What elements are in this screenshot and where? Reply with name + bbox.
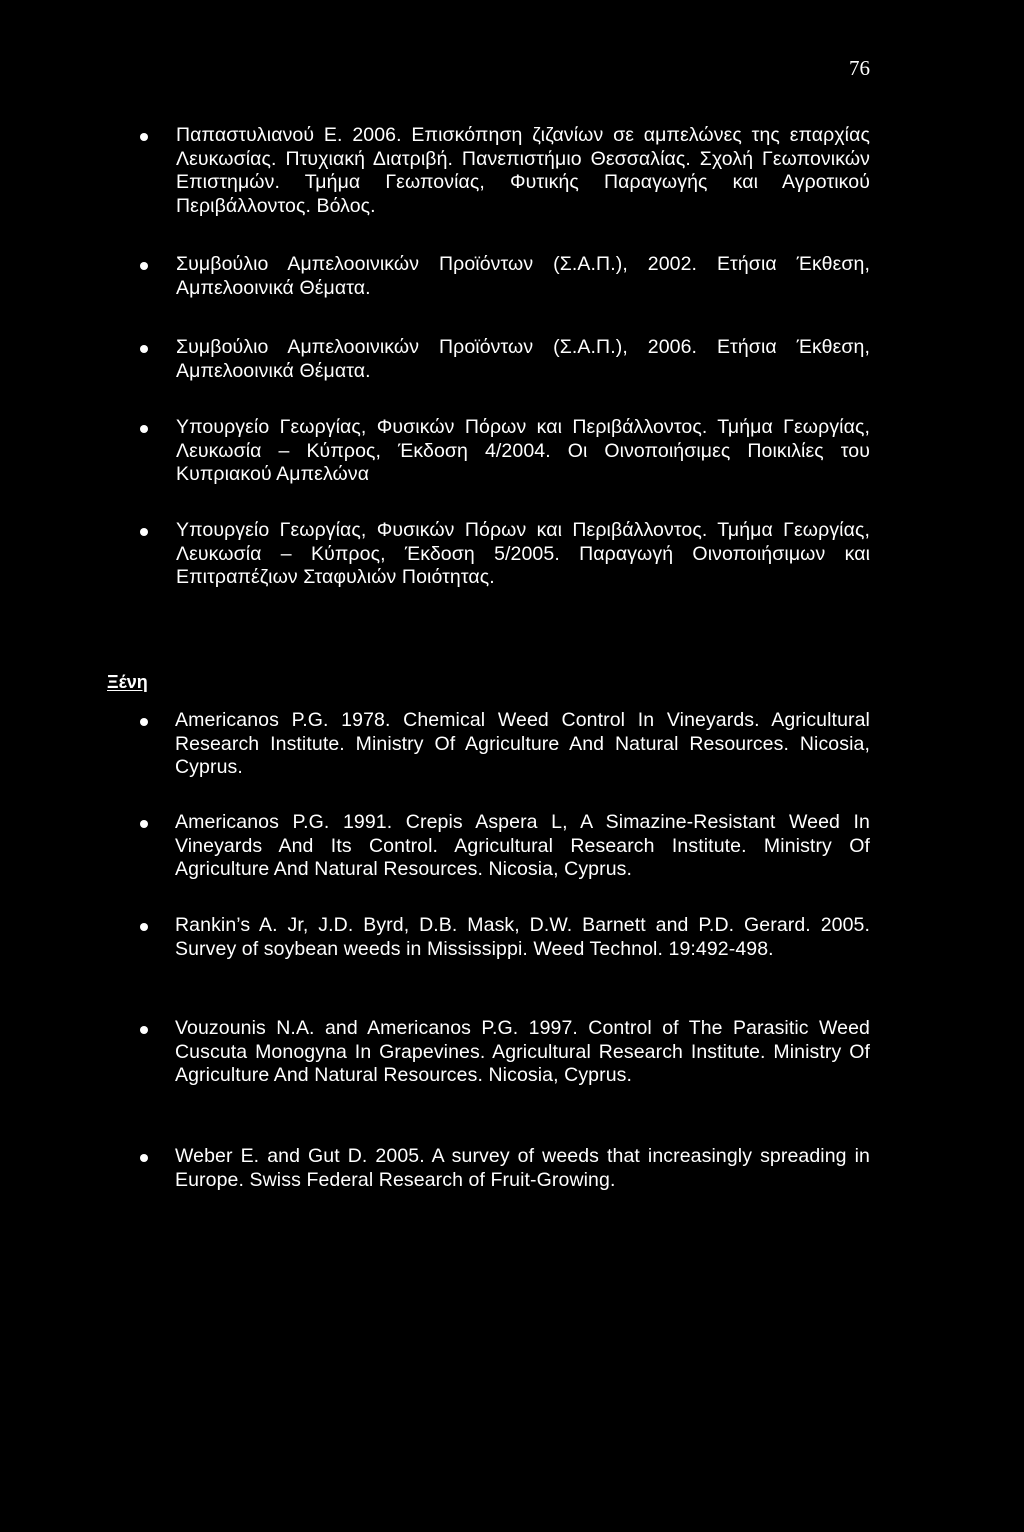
reference-item [0, 519, 1024, 590]
bullet-icon [140, 1026, 148, 1034]
bullet-icon [140, 528, 148, 536]
reference-text: Συμβούλιο Αμπελοοινικών Προϊόντων (Σ.Α.Π.), 2006. Ετήσια Έκθεση, Αμπελοοινικά Θέματα. [176, 336, 870, 382]
reference-item [0, 336, 1024, 383]
reference-item [0, 811, 1024, 882]
bullet-icon [140, 425, 148, 433]
bullet-icon [140, 820, 148, 828]
bullet-icon [140, 923, 148, 931]
bullet-icon [140, 133, 148, 141]
reference-text: Παπαστυλιανού Ε. 2006. Επισκόπηση ζιζανίων σε αμπελώνες της επαρχίας Λευκωσίας. Πτυχιακή Διατριβή. Πανεπιστήμιο Θεσσαλίας. Σχολή Γεωπονικών Επιστημών. Τμήμα Γεωπονίας, Φυτικής Παραγωγής και Αγροτικού Περιβάλλοντος. Βόλος. [176, 124, 870, 217]
reference-item [0, 253, 1024, 300]
reference-text: Υπουργείο Γεωργίας, Φυσικών Πόρων και Περιβάλλοντος. Τμήμα Γεωργίας, Λευκωσία – Κύπρος, Έκδοση 5/2005. Παραγωγή Οινοποιήσιμων και Επιτραπέζιων Σταφυλιών Ποιότητας. [176, 519, 870, 588]
reference-text: Weber E. and Gut D. 2005. A survey of weeds that increasingly spreading in Europe. Swiss Federal Research of Fruit-Growing. [175, 1145, 870, 1191]
bullet-icon [140, 1154, 148, 1162]
bullet-icon [140, 262, 148, 270]
reference-text: Συμβούλιο Αμπελοοινικών Προϊόντων (Σ.Α.Π.), 2002. Ετήσια Έκθεση, Αμπελοοινικά Θέματα. [176, 253, 870, 299]
reference-text: Americanos P.G. 1991. Crepis Aspera L, A Simazine-Resistant Weed In Vineyards And Its Control. Agricultural Research Institute. Ministry Of Agriculture And Natural Resources. Nicosia, Cyprus. [175, 811, 870, 880]
bullet-icon [140, 718, 148, 726]
reference-item [0, 416, 1024, 487]
reference-item [0, 1017, 1024, 1088]
section-heading-foreign: Ξένη [107, 672, 148, 692]
page-number: 76 [849, 56, 870, 80]
reference-text: Americanos P.G. 1978. Chemical Weed Control In Vineyards. Agricultural Research Institute. Ministry Of Agriculture And Natural Resources. Nicosia, Cyprus. [175, 709, 870, 778]
bullet-icon [140, 345, 148, 353]
reference-text: Vouzounis N.A. and Americanos P.G. 1997. Control of The Parasitic Weed Cuscuta Monogyna In Grapevines. Agricultural Research Institute. Ministry Of Agriculture And Natural Resources. Nicosia, Cyprus. [175, 1017, 870, 1086]
reference-text: Υπουργείο Γεωργίας, Φυσικών Πόρων και Περιβάλλοντος. Τμήμα Γεωργίας, Λευκωσία – Κύπρος, Έκδοση 4/2004. Οι Οινοποιήσιμες Ποικιλίες του Κυπριακού Αμπελώνα [176, 416, 870, 485]
reference-item [0, 914, 1024, 961]
reference-item [0, 709, 1024, 780]
reference-text: Rankin’s A. Jr, J.D. Byrd, D.B. Mask, D.W. Barnett and P.D. Gerard. 2005. Survey of soybean weeds in Mississippi. Weed Technol. 19:492-498. [175, 914, 870, 960]
reference-item [0, 124, 1024, 218]
reference-item [0, 1145, 1024, 1192]
